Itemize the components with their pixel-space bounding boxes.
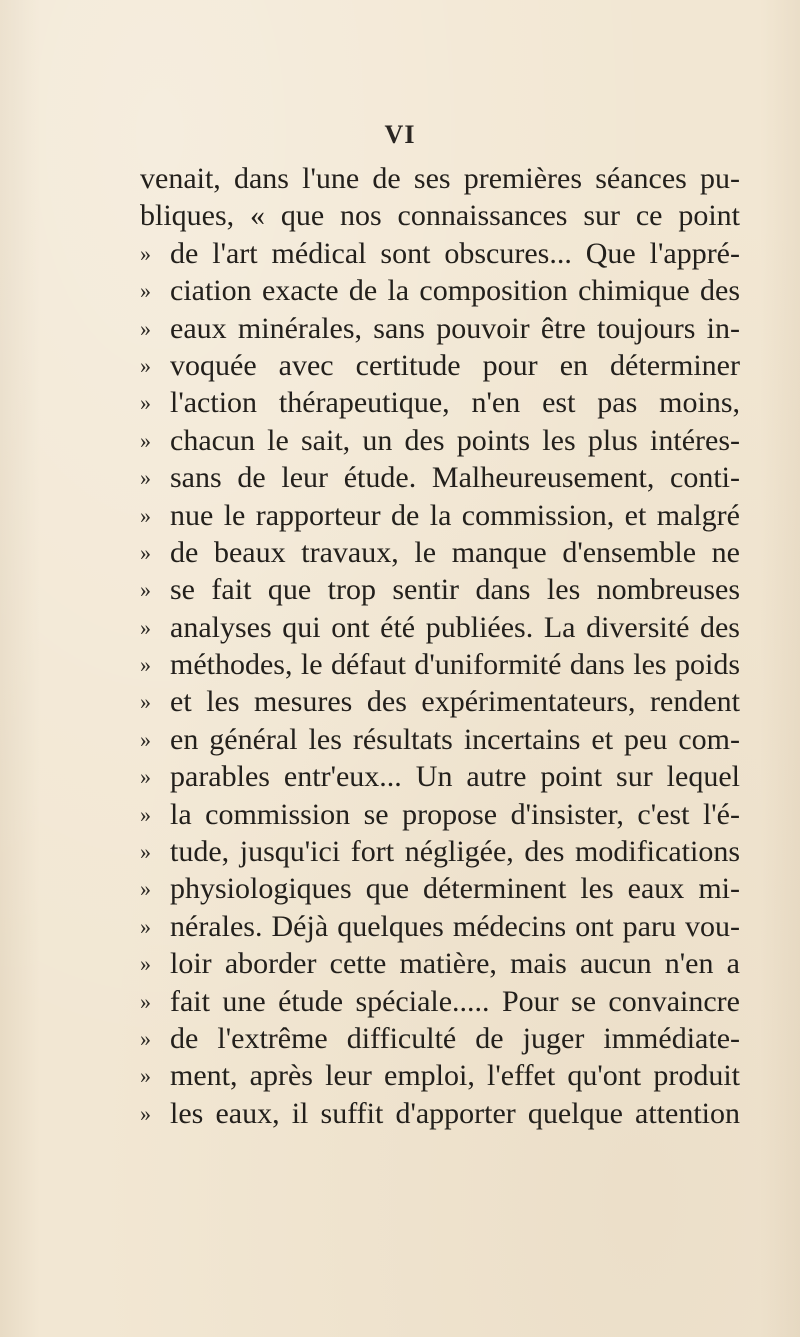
quote-mark: »: [140, 652, 151, 678]
text-line: [140, 833, 740, 870]
line-text: venait, dans l'une de ses premières séances pu-: [140, 162, 740, 195]
quote-mark: »: [140, 988, 151, 1014]
line-text: méthodes, le défaut d'uniformité dans les poids: [170, 648, 740, 682]
text-line: [140, 384, 740, 421]
text-line: [140, 945, 740, 982]
line-text: de beaux travaux, le manque d'ensemble ne: [170, 535, 740, 569]
text-line: [140, 534, 740, 571]
text-line: [140, 721, 740, 758]
line-text: et les mesures des expérimentateurs, rendent: [170, 685, 740, 719]
text-line: [140, 235, 740, 272]
quote-mark: »: [140, 1100, 151, 1126]
quote-mark: »: [140, 465, 151, 491]
line-text: bliques, « que nos connaissances sur ce point: [140, 199, 740, 233]
line-text: se fait que trop sentir dans les nombreuses: [170, 573, 740, 607]
text-line: [140, 908, 740, 945]
line-text: ment, après leur emploi, l'effet qu'ont produit: [170, 1059, 740, 1093]
quote-mark: »: [140, 951, 151, 977]
quote-mark: »: [140, 876, 151, 902]
line-text: voquée avec certitude pour en déterminer: [170, 348, 740, 382]
line-text: chacun le sait, un des points les plus intéres-: [170, 423, 740, 457]
line-text: analyses qui ont été publiées. La diversité des: [170, 610, 740, 644]
text-line: [140, 1020, 740, 1057]
quote-mark: »: [140, 502, 151, 528]
quote-mark: »: [140, 839, 151, 865]
text-line: [140, 609, 740, 646]
quote-mark: »: [140, 390, 151, 416]
text-line: [140, 272, 740, 309]
line-text: nérales. Déjà quelques médecins ont paru vou-: [170, 909, 740, 943]
quote-mark: »: [140, 614, 151, 640]
quote-mark: »: [140, 726, 151, 752]
line-text: de l'art médical sont obscures... Que l'appré-: [170, 236, 740, 270]
quote-mark: »: [140, 352, 151, 378]
line-text: ciation exacte de la composition chimique des: [170, 274, 740, 308]
line-text: sans de leur étude. Malheureusement, conti-: [170, 461, 740, 495]
line-text: loir aborder cette matière, mais aucun n'en a: [170, 947, 740, 981]
line-text: de l'extrême difficulté de juger immédiate-: [170, 1021, 740, 1055]
text-line: [140, 1095, 740, 1132]
line-text: tude, jusqu'ici fort négligée, des modifications: [170, 835, 740, 869]
text-line: [140, 347, 740, 384]
line-text: les eaux, il suffit d'apporter quelque attention: [170, 1096, 740, 1130]
quote-mark: »: [140, 801, 151, 827]
line-text: en général les résultats incertains et peu com-: [170, 722, 740, 756]
text-line: [140, 422, 740, 459]
line-text: l'action thérapeutique, n'en est pas moins,: [170, 386, 740, 420]
quote-mark: »: [140, 1063, 151, 1089]
text-line: [140, 646, 740, 683]
line-text: parables entr'eux... Un autre point sur lequel: [170, 760, 740, 794]
text-line: [140, 497, 740, 534]
text-line: [140, 571, 740, 608]
text-line: [140, 870, 740, 907]
quote-mark: »: [140, 689, 151, 715]
text-line: [140, 796, 740, 833]
quote-mark: »: [140, 240, 151, 266]
text-line: [140, 459, 740, 496]
text-line: [140, 983, 740, 1020]
quote-mark: »: [140, 577, 151, 603]
line-text: la commission se propose d'insister, c'est l'é-: [170, 797, 740, 831]
line-text: eaux minérales, sans pouvoir être toujours in-: [170, 311, 740, 345]
quote-mark: »: [140, 315, 151, 341]
line-text: nue le rapporteur de la commission, et malgré: [170, 498, 740, 532]
text-line: [140, 1057, 740, 1094]
text-line: [140, 310, 740, 347]
text-line: [140, 160, 740, 197]
quote-mark: »: [140, 1025, 151, 1051]
quote-mark: »: [140, 913, 151, 939]
text-line: [140, 758, 740, 795]
text-line: [140, 683, 740, 720]
line-text: physiologiques que déterminent les eaux mi-: [170, 872, 740, 906]
body-text: [140, 160, 740, 1132]
page-number: VI: [384, 120, 416, 149]
quote-mark: »: [140, 764, 151, 790]
quote-mark: »: [140, 278, 151, 304]
quote-mark: »: [140, 539, 151, 565]
text-line: [140, 197, 740, 234]
line-text: fait une étude spéciale..... Pour se convaincre: [170, 984, 740, 1018]
quote-mark: »: [140, 427, 151, 453]
